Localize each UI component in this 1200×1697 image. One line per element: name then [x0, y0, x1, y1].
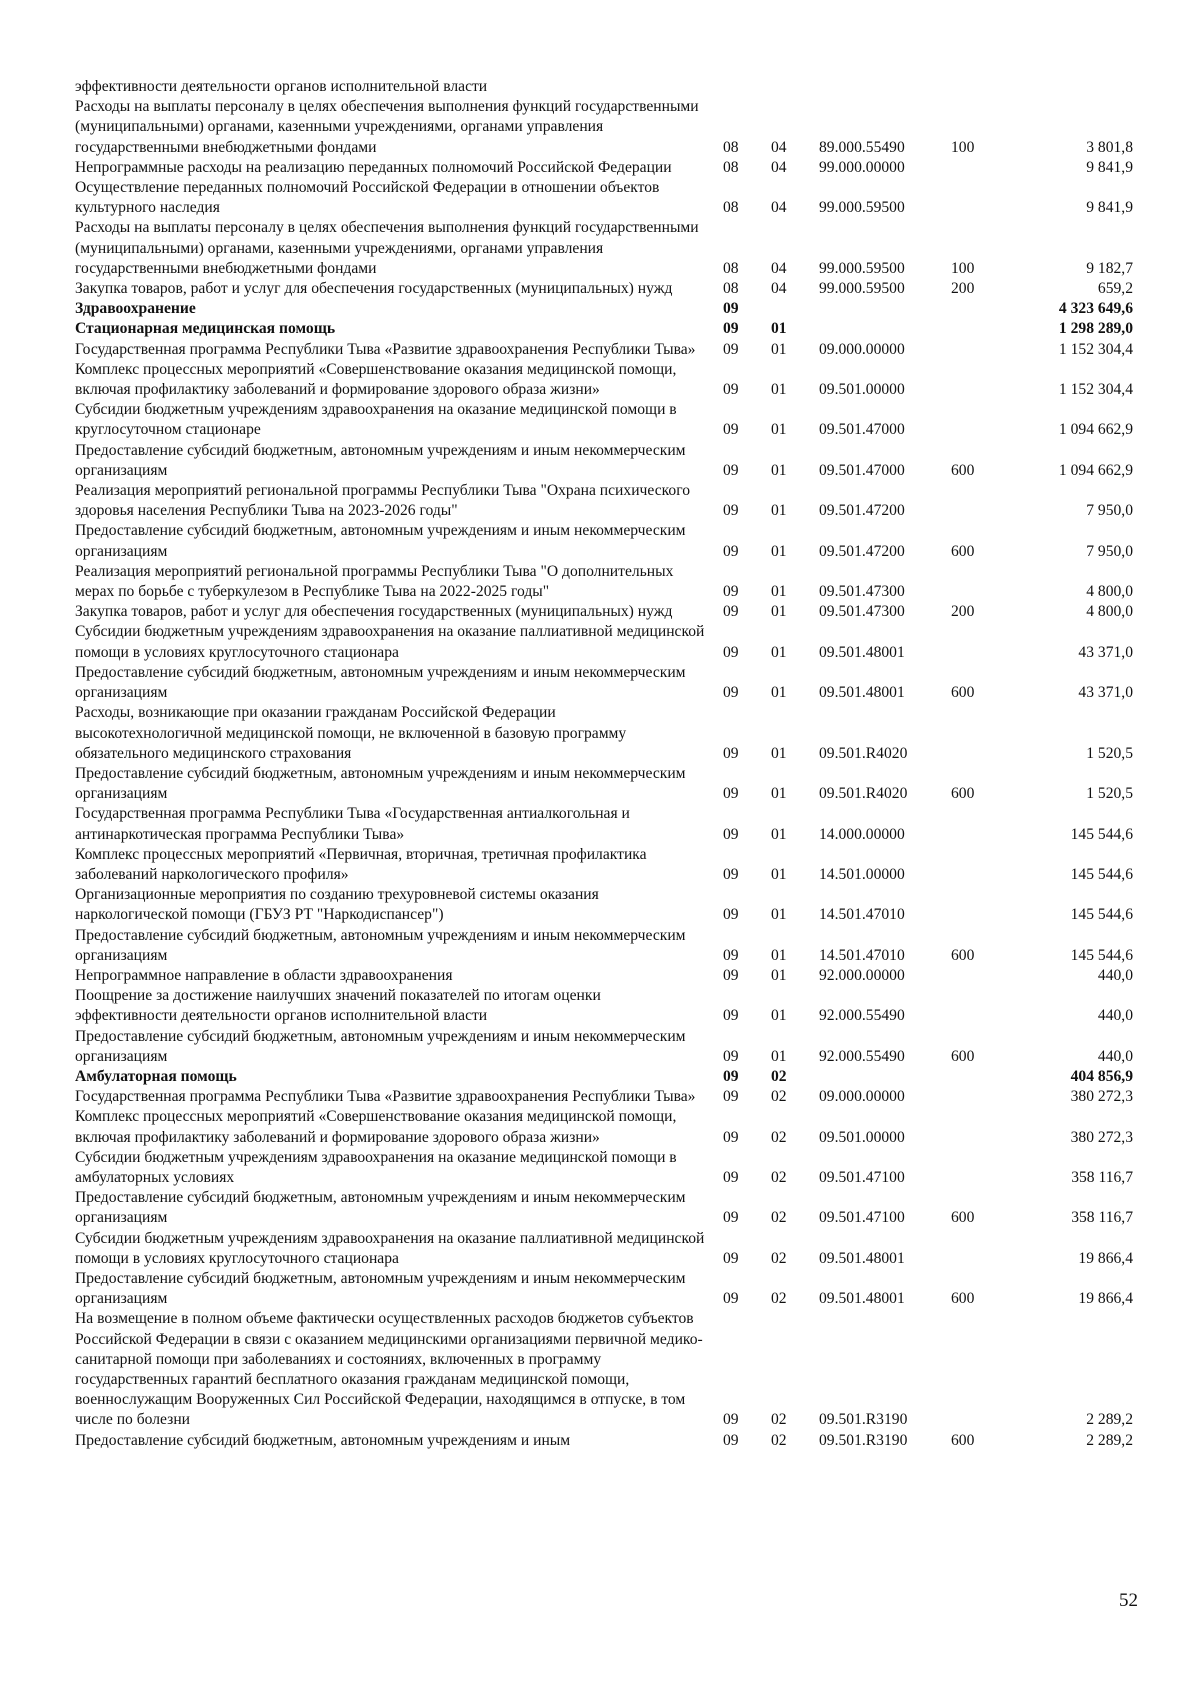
section-code-cell: 09 — [723, 1168, 739, 1186]
section-code-cell: 09 — [723, 1047, 739, 1065]
expense-type-code-cell: 600 — [951, 946, 975, 964]
table-row — [75, 703, 1133, 764]
subsection-code-cell — [771, 77, 819, 97]
table-row — [75, 1309, 1133, 1430]
subsection-code-cell: 02 — [771, 1249, 787, 1267]
amount-cell: 1 094 662,9 — [1058, 421, 1133, 439]
table-row — [75, 764, 1133, 804]
table-row — [75, 158, 1133, 178]
table-row — [75, 885, 1133, 925]
section-row — [75, 1067, 1133, 1087]
expense-type-code-cell — [951, 804, 1011, 844]
target-item-code-cell: 09.000.00000 — [819, 340, 905, 358]
table-row — [75, 340, 1133, 360]
section-code-cell: 09 — [723, 320, 739, 338]
expense-type-code-cell — [951, 1067, 1011, 1087]
expense-type-code-cell: 600 — [951, 1209, 975, 1227]
amount-cell: 1 152 304,4 — [1058, 340, 1133, 358]
amount-cell: 440,0 — [1097, 966, 1133, 984]
expenditure-name-cell: Непрограммные расходы на реализацию переданных полномочий Российской Федерации — [75, 158, 672, 176]
table-row — [75, 622, 1133, 662]
section-code-cell: 09 — [723, 603, 739, 621]
table-row — [75, 562, 1133, 602]
section-code-cell: 08 — [723, 138, 739, 156]
amount-cell: 7 950,0 — [1086, 502, 1133, 520]
expenditure-name-cell: Субсидии бюджетным учреждениям здравоохранения на оказание паллиативной медицинской помощи в условиях круглосуточного стационара — [75, 1229, 705, 1267]
amount-cell: 43 371,0 — [1078, 643, 1133, 661]
section-code-cell: 09 — [723, 825, 739, 843]
expense-type-code-cell: 600 — [951, 461, 975, 479]
amount-cell: 2 289,2 — [1086, 1411, 1133, 1429]
subsection-code-cell: 01 — [771, 684, 787, 702]
section-code-cell: 09 — [723, 1067, 739, 1085]
amount-cell: 1 152 304,4 — [1058, 381, 1133, 399]
table-row — [75, 1107, 1133, 1147]
expense-type-code-cell — [951, 77, 1011, 97]
expense-type-code-cell — [951, 158, 1011, 178]
expense-type-code-cell — [951, 360, 1011, 400]
expenditure-name-cell: Государственная программа Республики Тыва «Развитие здравоохранения Республики Тыва» — [75, 1088, 696, 1106]
target-item-code-cell: 09.501.47000 — [819, 461, 905, 479]
expense-type-code-cell: 100 — [951, 259, 975, 277]
subsection-code-cell: 02 — [771, 1411, 787, 1429]
section-code-cell: 09 — [723, 865, 739, 883]
section-row — [75, 319, 1133, 339]
subsection-code-cell: 01 — [771, 542, 787, 560]
section-code-cell: 09 — [723, 502, 739, 520]
expense-type-code-cell: 600 — [951, 1047, 975, 1065]
section-code-cell: 09 — [723, 785, 739, 803]
target-item-code-cell: 99.000.59500 — [819, 199, 905, 217]
target-item-code-cell: 09.501.47100 — [819, 1168, 905, 1186]
target-item-code-cell: 14.000.00000 — [819, 825, 905, 843]
section-code-cell: 08 — [723, 158, 739, 176]
section-row — [75, 299, 1133, 319]
subsection-code-cell: 01 — [771, 320, 787, 338]
expense-type-code-cell — [951, 1148, 1011, 1188]
expenditure-name-cell: Реализация мероприятий региональной программы Республики Тыва "О дополнительных мерах по борьбе с туберкулезом в Республике Тыва на 2022-2025 годы" — [75, 562, 674, 601]
expenditure-name-cell: Реализация мероприятий региональной программы Республики Тыва "Охрана психического здоровья населения Республики Тыва на 2023-2026 годы" — [75, 482, 691, 520]
subsection-code-cell: 01 — [771, 865, 787, 883]
subsection-code-cell: 01 — [771, 502, 787, 520]
expense-type-code-cell — [951, 845, 1011, 885]
subsection-code-cell: 04 — [771, 259, 787, 277]
table-row — [75, 926, 1133, 966]
target-item-code-cell: 09.501.47200 — [819, 542, 905, 560]
expense-type-code-cell — [951, 885, 1011, 925]
section-code-cell: 09 — [723, 461, 739, 479]
table-row — [75, 602, 1133, 622]
table-row — [75, 218, 1133, 279]
expense-type-code-cell — [951, 1309, 1011, 1430]
subsection-code-cell: 02 — [771, 1067, 787, 1085]
expenditure-name-cell: Расходы, возникающие при оказании гражданам Российской Федерации высокотехнологичной медицинской помощи, не включенной в базовую программу обязательного медицинского страхования — [75, 704, 627, 762]
table-row — [75, 481, 1133, 521]
expense-type-code-cell — [951, 400, 1011, 440]
subsection-code-cell: 01 — [771, 340, 787, 358]
section-code-cell: 09 — [723, 300, 739, 318]
amount-cell — [1011, 77, 1133, 97]
amount-cell: 19 866,4 — [1078, 1290, 1133, 1308]
amount-cell: 1 298 289,0 — [1058, 320, 1133, 338]
subsection-code-cell: 04 — [771, 199, 787, 217]
subsection-code-cell: 02 — [771, 1088, 787, 1106]
target-item-code-cell: 92.000.00000 — [819, 966, 905, 984]
section-code-cell: 09 — [723, 966, 739, 984]
expenditure-name-cell: Предоставление субсидий бюджетным, автономным учреждениям и иным некоммерческим организациям — [75, 1189, 686, 1227]
amount-cell: 4 800,0 — [1086, 603, 1133, 621]
amount-cell: 145 544,6 — [1070, 906, 1133, 924]
section-code-cell: 09 — [723, 340, 739, 358]
section-code-cell: 09 — [723, 1431, 739, 1449]
subsection-code-cell — [771, 299, 819, 319]
amount-cell: 145 544,6 — [1070, 946, 1133, 964]
amount-cell: 1 520,5 — [1086, 744, 1133, 762]
subsection-code-cell: 02 — [771, 1431, 787, 1449]
target-item-code-cell: 09.501.47100 — [819, 1209, 905, 1227]
expenditure-name-cell: Комплекс процессных мероприятий «Совершенствование оказания медицинской помощи, включая профилактику заболеваний и формирование здорового образа жизни» — [75, 360, 677, 399]
target-item-code-cell: 09.501.R3190 — [819, 1431, 908, 1449]
table-row — [75, 1087, 1133, 1107]
target-item-code-cell: 09.501.47300 — [819, 603, 905, 621]
target-item-code-cell: 09.501.R4020 — [819, 785, 908, 803]
subsection-code-cell: 01 — [771, 461, 787, 479]
target-item-code-cell: 09.501.R3190 — [819, 1411, 908, 1429]
amount-cell: 145 544,6 — [1070, 865, 1133, 883]
table-row — [75, 663, 1133, 703]
subsection-code-cell: 01 — [771, 421, 787, 439]
amount-cell: 7 950,0 — [1086, 542, 1133, 560]
expense-type-code-cell — [951, 178, 1011, 218]
subsection-code-cell: 02 — [771, 1209, 787, 1227]
amount-cell: 9 182,7 — [1086, 259, 1133, 277]
section-code-cell: 09 — [723, 381, 739, 399]
expenditure-name-cell: Предоставление субсидий бюджетным, автономным учреждениям и иным некоммерческим организациям — [75, 764, 686, 803]
table-row — [75, 966, 1133, 986]
target-item-code-cell: 14.501.00000 — [819, 865, 905, 883]
table-row — [75, 441, 1133, 481]
expenditure-name-cell: Поощрение за достижение наилучших значений показателей по итогам оценки эффективности деятельности органов исполнительной власти — [75, 987, 601, 1025]
expense-type-code-cell: 600 — [951, 1431, 975, 1449]
subsection-code-cell: 01 — [771, 603, 787, 621]
table-row — [75, 97, 1133, 158]
budget-table-body — [75, 77, 1133, 1451]
table-row — [75, 360, 1133, 400]
expenditure-name-cell: Предоставление субсидий бюджетным, автономным учреждениям и иным некоммерческим организациям — [75, 1269, 686, 1308]
expense-type-code-cell: 200 — [951, 603, 975, 621]
subsection-code-cell: 01 — [771, 825, 787, 843]
target-item-code-cell — [819, 1067, 951, 1087]
subsection-code-cell: 04 — [771, 280, 787, 298]
section-code-cell: 09 — [723, 1411, 739, 1429]
expenditure-name-cell: Непрограммное направление в области здравоохранения — [75, 966, 453, 984]
target-item-code-cell: 09.501.48001 — [819, 643, 905, 661]
section-code-cell: 09 — [723, 744, 739, 762]
section-code-cell: 09 — [723, 1007, 739, 1025]
expenditure-name-cell: Государственная программа Республики Тыва «Развитие здравоохранения Республики Тыва» — [75, 340, 696, 358]
target-item-code-cell: 92.000.55490 — [819, 1047, 905, 1065]
expense-type-code-cell: 600 — [951, 684, 975, 702]
expenditure-name-cell: Предоставление субсидий бюджетным, автономным учреждениям и иным некоммерческим организациям — [75, 663, 686, 702]
subsection-code-cell: 01 — [771, 966, 787, 984]
expenditure-name-cell: На возмещение в полном объеме фактически осуществленных расходов бюджетов субъектов Российской Федерации в связи с оказанием медицинскими организациями первичной медико-санитарной помощи при заболеваниях и состояниях, включенных в программу государственных гарантий бесплатного оказания гражданам медицинской помощи, военнослужащим Вооруженных Сил Российской Федерации, находящимся в отпуске, в том числе по болезни — [75, 1310, 703, 1429]
amount-cell: 380 272,3 — [1070, 1088, 1133, 1106]
expense-type-code-cell — [951, 319, 1011, 339]
amount-cell: 440,0 — [1097, 1047, 1133, 1065]
expenditure-name-cell: Стационарная медицинская помощь — [75, 320, 336, 338]
expense-type-code-cell — [951, 986, 1011, 1026]
table-row — [75, 804, 1133, 844]
target-item-code-cell: 09.501.47300 — [819, 583, 905, 601]
subsection-code-cell: 01 — [771, 381, 787, 399]
table-row — [75, 1148, 1133, 1188]
expense-type-code-cell — [951, 299, 1011, 319]
table-row — [75, 845, 1133, 885]
table-row — [75, 178, 1133, 218]
subsection-code-cell: 02 — [771, 1128, 787, 1146]
subsection-code-cell: 01 — [771, 744, 787, 762]
section-code-cell: 09 — [723, 583, 739, 601]
amount-cell: 4 800,0 — [1086, 583, 1133, 601]
subsection-code-cell: 01 — [771, 946, 787, 964]
target-item-code-cell: 09.501.47200 — [819, 502, 905, 520]
subsection-code-cell: 02 — [771, 1290, 787, 1308]
target-item-code-cell: 09.501.48001 — [819, 684, 905, 702]
budget-table — [75, 77, 1133, 1451]
amount-cell: 2 289,2 — [1086, 1431, 1133, 1449]
subsection-code-cell: 01 — [771, 583, 787, 601]
subsection-code-cell: 04 — [771, 158, 787, 176]
table-row — [75, 1188, 1133, 1228]
expenditure-name-cell: Субсидии бюджетным учреждениям здравоохранения на оказание медицинской помощи в круглосуточном стационаре — [75, 401, 677, 439]
amount-cell: 380 272,3 — [1070, 1128, 1133, 1146]
section-code-cell: 08 — [723, 280, 739, 298]
amount-cell: 659,2 — [1097, 280, 1133, 298]
expense-type-code-cell: 100 — [951, 138, 975, 156]
expenditure-name-cell: Комплекс процессных мероприятий «Совершенствование оказания медицинской помощи, включая профилактику заболеваний и формирование здорового образа жизни» — [75, 1108, 677, 1146]
section-code-cell: 09 — [723, 1290, 739, 1308]
amount-cell: 19 866,4 — [1078, 1249, 1133, 1267]
amount-cell: 1 094 662,9 — [1058, 461, 1133, 479]
expense-type-code-cell — [951, 966, 1011, 986]
expense-type-code-cell — [951, 703, 1011, 764]
section-code-cell: 08 — [723, 199, 739, 217]
target-item-code-cell: 09.501.48001 — [819, 1249, 905, 1267]
subsection-code-cell: 01 — [771, 906, 787, 924]
amount-cell: 4 323 649,6 — [1058, 300, 1133, 318]
amount-cell: 145 544,6 — [1070, 825, 1133, 843]
target-item-code-cell — [819, 77, 951, 97]
target-item-code-cell: 09.501.47000 — [819, 421, 905, 439]
page-number: 52 — [1119, 1590, 1138, 1611]
expenditure-name-cell: Предоставление субсидий бюджетным, автономным учреждениям и иным некоммерческим организациям — [75, 522, 686, 560]
expenditure-name-cell: Расходы на выплаты персоналу в целях обеспечения выполнения функций государственными (муниципальными) органами, казенными учреждениями, органами управления государственными внебюджетными фондами — [75, 219, 699, 277]
expenditure-name-cell: Предоставление субсидий бюджетным, автономным учреждениям и иным — [75, 1431, 571, 1449]
expenditure-name-cell: Амбулаторная помощь — [75, 1067, 237, 1085]
expenditure-name-cell: Расходы на выплаты персоналу в целях обеспечения выполнения функций государственными (муниципальными) органами, казенными учреждениями, органами управления государственными внебюджетными фондами — [75, 98, 699, 156]
section-code-cell: 09 — [723, 1128, 739, 1146]
amount-cell: 9 841,9 — [1086, 199, 1133, 217]
expense-type-code-cell — [951, 1107, 1011, 1147]
expenditure-name-cell: Закупка товаров, работ и услуг для обеспечения государственных (муниципальных) нужд — [75, 603, 673, 621]
table-row — [75, 986, 1133, 1026]
target-item-code-cell: 09.501.00000 — [819, 381, 905, 399]
table-row — [75, 1431, 1133, 1451]
expenditure-name-cell: эффективности деятельности органов исполнительной власти — [75, 78, 488, 95]
subsection-code-cell: 01 — [771, 785, 787, 803]
subsection-code-cell: 04 — [771, 138, 787, 156]
expenditure-name-cell: Организационные мероприятия по созданию трехуровневой системы оказания наркологической помощи (ГБУЗ РТ "Наркодиспансер") — [75, 886, 599, 924]
table-row — [75, 1269, 1133, 1309]
section-code-cell: 09 — [723, 643, 739, 661]
amount-cell: 440,0 — [1097, 1007, 1133, 1025]
target-item-code-cell — [819, 319, 951, 339]
target-item-code-cell: 14.501.47010 — [819, 906, 905, 924]
expenditure-name-cell: Предоставление субсидий бюджетным, автономным учреждениям и иным некоммерческим организациям — [75, 926, 686, 964]
expenditure-name-cell: Закупка товаров, работ и услуг для обеспечения государственных (муниципальных) нужд — [75, 280, 673, 298]
target-item-code-cell: 99.000.59500 — [819, 259, 905, 277]
expenditure-name-cell: Государственная программа Республики Тыва «Государственная антиалкогольная и антинаркотическая программа Республики Тыва» — [75, 805, 630, 843]
target-item-code-cell — [819, 299, 951, 319]
expense-type-code-cell — [951, 562, 1011, 602]
section-code-cell: 09 — [723, 1249, 739, 1267]
section-code-cell: 09 — [723, 906, 739, 924]
amount-cell: 1 520,5 — [1086, 785, 1133, 803]
section-code-cell: 09 — [723, 946, 739, 964]
section-code-cell: 09 — [723, 421, 739, 439]
target-item-code-cell: 09.501.00000 — [819, 1128, 905, 1146]
section-code-cell: 09 — [723, 684, 739, 702]
amount-cell: 3 801,8 — [1086, 138, 1133, 156]
amount-cell: 404 856,9 — [1070, 1067, 1133, 1085]
table-row — [75, 400, 1133, 440]
expenditure-name-cell: Предоставление субсидий бюджетным, автономным учреждениям и иным некоммерческим организациям — [75, 441, 686, 479]
section-code-cell — [715, 77, 771, 97]
amount-cell: 9 841,9 — [1086, 158, 1133, 176]
amount-cell: 43 371,0 — [1078, 684, 1133, 702]
expense-type-code-cell — [951, 622, 1011, 662]
section-code-cell: 08 — [723, 259, 739, 277]
table-row — [75, 1027, 1133, 1067]
subsection-code-cell: 01 — [771, 1047, 787, 1065]
target-item-code-cell: 09.501.R4020 — [819, 744, 908, 762]
expenditure-name-cell: Предоставление субсидий бюджетным, автономным учреждениям и иным некоммерческим организациям — [75, 1027, 686, 1065]
expense-type-code-cell — [951, 1229, 1011, 1269]
section-code-cell: 09 — [723, 542, 739, 560]
expense-type-code-cell: 600 — [951, 1290, 975, 1308]
target-item-code-cell: 09.501.48001 — [819, 1290, 905, 1308]
expenditure-name-cell: Субсидии бюджетным учреждениям здравоохранения на оказание паллиативной медицинской помощи в условиях круглосуточного стационара — [75, 623, 705, 661]
expenditure-name-cell: Осуществление переданных полномочий Российской Федерации в отношении объектов культурного наследия — [75, 179, 660, 217]
expense-type-code-cell — [951, 481, 1011, 521]
amount-cell: 358 116,7 — [1071, 1209, 1133, 1227]
target-item-code-cell: 89.000.55490 — [819, 138, 905, 156]
target-item-code-cell: 09.000.00000 — [819, 1088, 905, 1106]
subsection-code-cell: 02 — [771, 1168, 787, 1186]
subsection-code-cell: 01 — [771, 1007, 787, 1025]
target-item-code-cell: 99.000.59500 — [819, 280, 905, 298]
expense-type-code-cell: 600 — [951, 785, 975, 803]
expense-type-code-cell: 600 — [951, 542, 975, 560]
subsection-code-cell: 01 — [771, 643, 787, 661]
target-item-code-cell: 99.000.00000 — [819, 158, 905, 176]
expenditure-name-cell: Субсидии бюджетным учреждениям здравоохранения на оказание медицинской помощи в амбулаторных условиях — [75, 1148, 677, 1186]
expenditure-name-cell: Комплекс процессных мероприятий «Первичная, вторичная, третичная профилактика заболеваний наркологического профиля» — [75, 845, 647, 883]
section-code-cell: 09 — [723, 1209, 739, 1227]
target-item-code-cell: 92.000.55490 — [819, 1007, 905, 1025]
expense-type-code-cell — [951, 340, 1011, 360]
table-row — [75, 521, 1133, 561]
expenditure-name-cell: Здравоохранение — [75, 300, 196, 318]
table-row — [75, 279, 1133, 299]
section-code-cell: 09 — [723, 1088, 739, 1106]
table-row — [75, 77, 1133, 97]
expense-type-code-cell: 200 — [951, 280, 975, 298]
expense-type-code-cell — [951, 1087, 1011, 1107]
amount-cell: 358 116,7 — [1071, 1168, 1133, 1186]
table-row — [75, 1229, 1133, 1269]
target-item-code-cell: 14.501.47010 — [819, 946, 905, 964]
